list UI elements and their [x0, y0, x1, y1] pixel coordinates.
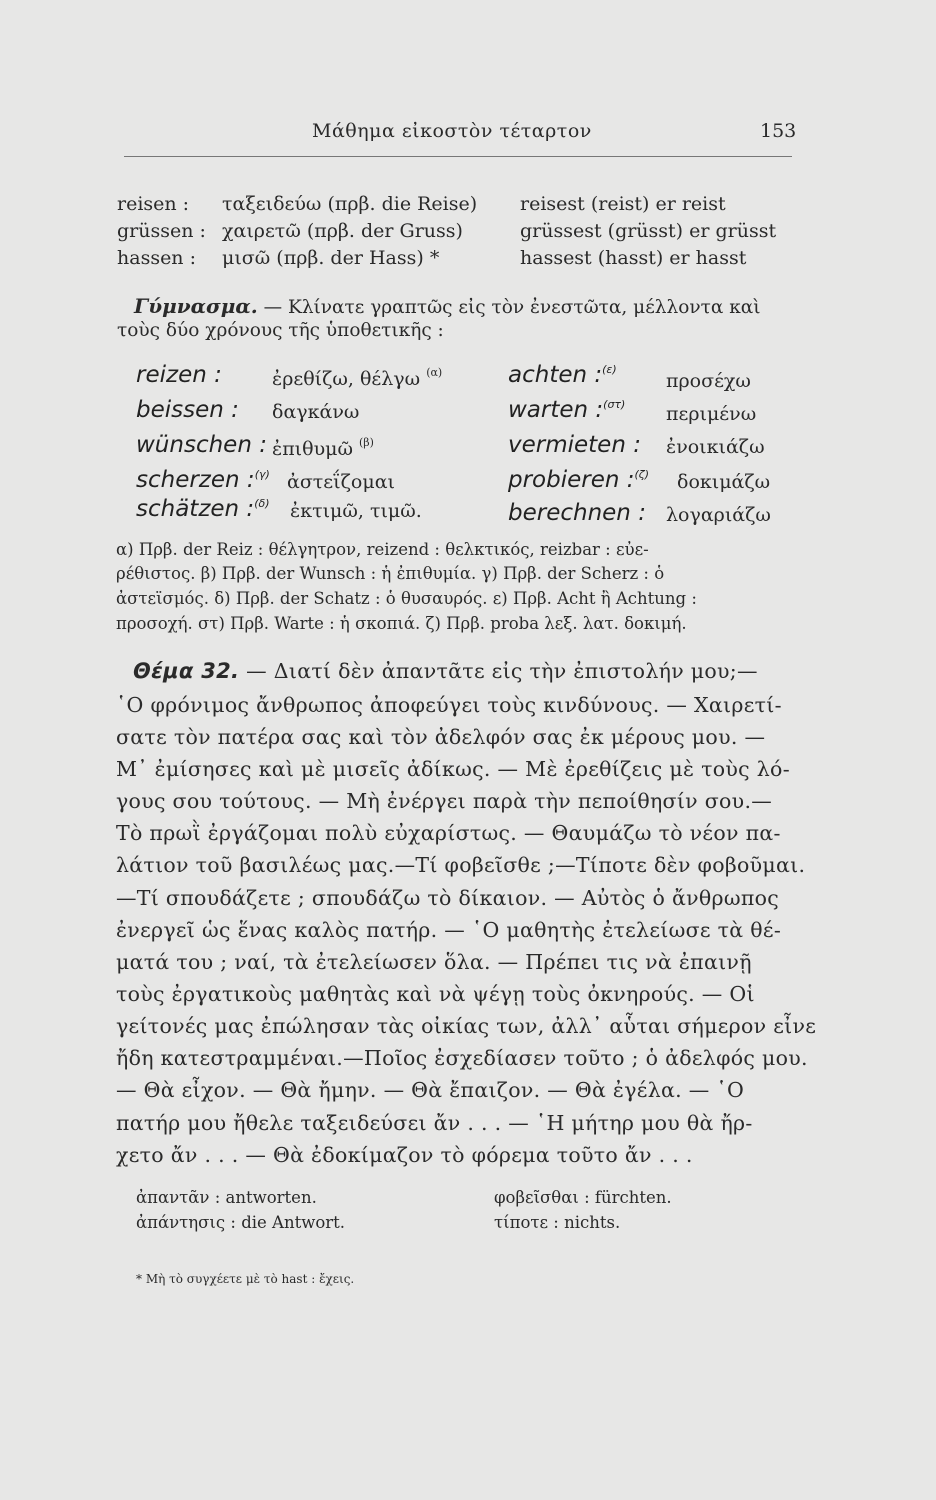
thema-line: — Θὰ εἶχον. — Θὰ ἤμην. — Θὰ ἔπαιζον. — Θὰ ἐγέλα. — ῾Ο	[116, 1078, 745, 1102]
vocab-item: ἀπαντᾶν : antworten.	[136, 1188, 317, 1207]
running-head-title: Μάθημα εἰκοστὸν τέταρτον	[312, 120, 592, 142]
vocab-item: τίποτε : nichts.	[494, 1213, 621, 1232]
header-rule	[124, 156, 792, 157]
exercise-word: schätzen :$^{(\delta)}$	[136, 496, 270, 522]
exercise-word: warten :$^{(\sigma\tau)}$	[508, 397, 626, 423]
thema-line: Μ᾽ ἐμίσησες καὶ μὲ μισεῖς ἀδίκως. — Μὲ ἐρεθίζεις μὲ τοὺς λό-	[116, 757, 790, 781]
thema-line: Τὸ πρωῒ ἐργάζομαι πολὺ εὐχαρίστως. — Θαυμάζω τὸ νέον πα-	[116, 821, 781, 845]
thema-line: πατήρ μου ἤθελε ταξειδεύσει ἄν . . . — ῾Η μήτηρ μου θὰ ἤρ-	[116, 1111, 753, 1135]
thema-line: τοὺς ἐργατικοὺς μαθητὰς καὶ νὰ ψέγῃ τοὺς ὀκνηρούς. — Οἱ	[116, 982, 755, 1006]
thema-line: — Διατί δὲν ἀπαντᾶτε εἰς τὴν ἐπιστολήν μου;—	[246, 659, 758, 683]
exercise-meaning: ἐκτιμῶ, τιμῶ.	[290, 500, 422, 522]
exercise-word: reizen :	[136, 362, 222, 388]
thema-line: ἤδη κατεστραμμέναι.—Ποῖος ἐσχεδίασεν τοῦτο ; ὁ ἀδελφός μου.	[116, 1046, 808, 1070]
exercise-meaning: περιμένω	[666, 403, 757, 425]
thema-line: γους σου τούτους. — Μὴ ἐνέργει παρὰ τὴν πεποίθησίν σου.—	[116, 789, 773, 813]
exercise-word: beissen :	[136, 397, 239, 423]
thema-line: ῾Ο φρόνιμος ἄνθρωπος ἀποφεύγει τοὺς κινδύνους. — Χαιρετί-	[116, 693, 782, 717]
exercise-word: achten :$^{(\varepsilon)}$	[508, 362, 617, 388]
verb-greek: μισῶ (πρβ. der Hass) *	[222, 247, 440, 269]
exercise-meaning: ἀστεΐζομαι	[287, 471, 395, 493]
exercise-meaning: ἐρεθίζω, θέλγω $^{(\alpha)}$	[272, 366, 443, 390]
exercise-word: probieren :$^{(\zeta)}$	[508, 467, 650, 493]
thema-heading	[133, 659, 758, 683]
thema-line: λάτιον τοῦ βασιλέως μας.—Τί φοβεῖσθε ;—Τίποτε δὲν φοβοῦμαι.	[116, 853, 806, 877]
gymnasma-instruction-cont: τοὺς δύο χρόνους τῆς ὑποθετικῆς :	[117, 320, 444, 341]
gymnasma-instruction: — Κλίνατε γραπτῶς εἰς τὸν ἐνεστῶτα, μέλλοντα καὶ	[263, 297, 761, 318]
verb-forms: reisest (reist) er reist	[520, 193, 726, 215]
verb-greek: χαιρετῶ (πρβ. der Gruss)	[222, 220, 463, 242]
thema-line: ματά του ; ναί, τὰ ἐτελείωσεν ὅλα. — Πρέπει τις νὰ ἐπαινῇ	[116, 950, 752, 974]
exercise-word: wünschen :	[136, 432, 267, 458]
exercise-meaning: ἐπιθυμῶ $^{(\beta)}$	[272, 436, 374, 460]
note-line: προσοχή. στ) Πρβ. Warte : ἡ σκοπιά. ζ) Πρβ. proba λεξ. λατ. δοκιμή.	[116, 614, 687, 633]
exercise-meaning: δοκιμάζω	[677, 471, 771, 493]
thema-title: Θέμα 32.	[133, 659, 240, 683]
exercise-word: vermieten :	[508, 432, 641, 458]
verb-forms: grüssest (grüsst) er grüsst	[520, 220, 777, 242]
verb-german: reisen :	[117, 193, 190, 215]
note-line: α) Πρβ. der Reiz : θέλγητρον, reizend : θελκτικός, reizbar : εὐε-	[116, 540, 649, 559]
thema-line: σατε τὸν πατέρα σας καὶ τὸν ἀδελφόν σας ἐκ μέρους μου. —	[116, 725, 766, 749]
thema-line: ἐνεργεῖ ὡς ἕνας καλὸς πατήρ. — ῾Ο μαθητὴς ἐτελείωσε τὰ θέ-	[116, 918, 782, 942]
page-number: 153	[760, 120, 797, 142]
gymnasma-title: Γύμνασμα.	[134, 294, 258, 318]
verb-german: grüssen :	[117, 220, 206, 242]
exercise-word: scherzen :$^{(\gamma)}$	[136, 467, 270, 493]
exercise-meaning: προσέχω	[666, 370, 751, 392]
verb-greek: ταξειδεύω (πρβ. die Reise)	[222, 193, 478, 215]
note-line: ρέθιστος. β) Πρβ. der Wunsch : ἡ ἐπιθυμία. γ) Πρβ. der Scherz : ὁ	[116, 564, 665, 583]
vocab-item: φοβεῖσθαι : fürchten.	[494, 1188, 672, 1207]
thema-line: γείτονές μας ἐπώλησαν τὰς οἰκίας των, ἀλλ᾽ αὗται σήμερον εἶνε	[116, 1014, 817, 1038]
gymnasma-heading	[134, 294, 761, 318]
exercise-meaning: ἐνοικιάζω	[666, 436, 765, 458]
thema-line: —Τί σπουδάζετε ; σπουδάζω τὸ δίκαιον. — Αὐτὸς ὁ ἄνθρωπος	[116, 886, 780, 910]
thema-line: χετο ἄν . . . — Θὰ ἐδοκίμαζον τὸ φόρεμα τοῦτο ἄν . . .	[116, 1143, 693, 1167]
exercise-meaning: λογαριάζω	[666, 504, 771, 526]
note-line: ἀστεϊσμός. δ) Πρβ. der Schatz : ὁ θυσαυρός. ε) Πρβ. Acht ἢ Achtung :	[116, 589, 697, 608]
vocab-item: ἀπάντησις : die Antwort.	[136, 1213, 346, 1232]
exercise-word: berechnen :	[508, 500, 646, 526]
footnote: * Μὴ τὸ συγχέετε μὲ τὸ hast : ἔχεις.	[136, 1272, 355, 1286]
verb-german: hassen :	[117, 247, 196, 269]
exercise-meaning: δαγκάνω	[272, 401, 360, 423]
verb-forms: hassest (hasst) er hasst	[520, 247, 747, 269]
